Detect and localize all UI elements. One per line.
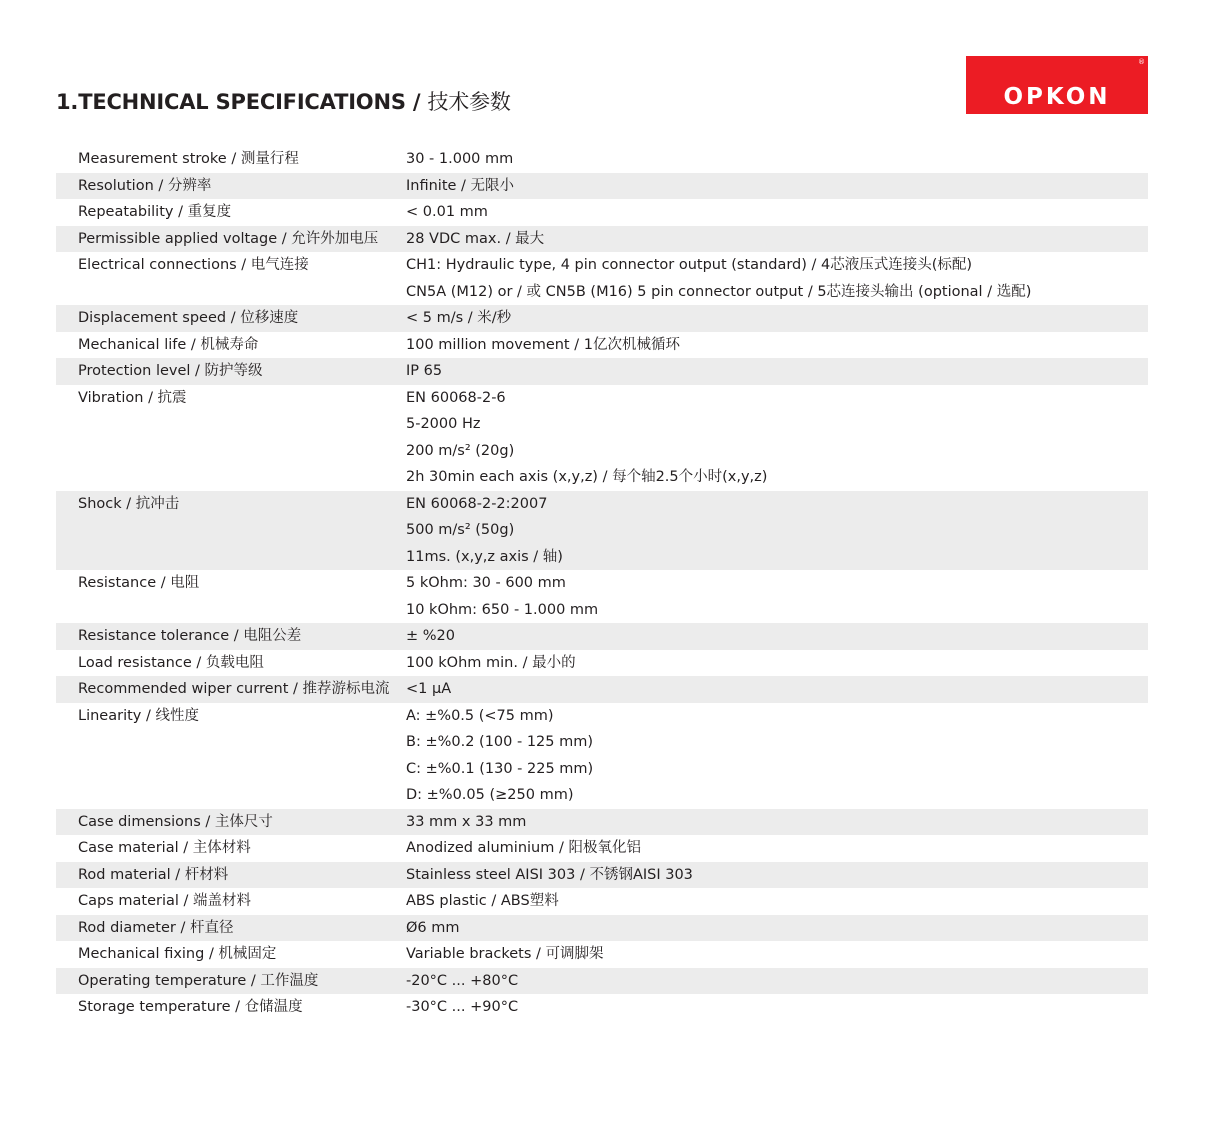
spec-row xyxy=(56,862,1148,889)
spec-row xyxy=(56,226,1148,253)
spec-value: 28 VDC max. / 最大 xyxy=(406,230,545,247)
spec-values xyxy=(406,888,1148,915)
spec-value: IP 65 xyxy=(406,363,443,379)
spec-label: Resistance / 电阻 xyxy=(78,575,200,591)
opkon-logo xyxy=(966,56,1148,114)
spec-value: CH1: Hydraulic type, 4 pin connector output (standard) / 4芯液压式连接头(标配) xyxy=(406,257,973,273)
spec-row xyxy=(56,650,1148,677)
spec-label: Rod diameter / 杆直径 xyxy=(78,919,234,936)
spec-row xyxy=(56,358,1148,385)
spec-values xyxy=(406,385,1148,491)
spec-value: Ø6 mm xyxy=(406,919,460,936)
spec-label: Repeatability / 重复度 xyxy=(78,204,232,220)
spec-row xyxy=(56,888,1148,915)
spec-value: EN 60068-2-2:2007 xyxy=(406,495,548,512)
spec-values xyxy=(406,968,1148,995)
spec-label: Rod material / 杆材料 xyxy=(78,866,229,883)
spec-value: B: ±%0.2 (100 - 125 mm) xyxy=(406,734,594,750)
spec-value: ABS plastic / ABS塑料 xyxy=(406,893,559,909)
spec-value: 200 m/s² (20g) xyxy=(406,442,515,459)
spec-value: <1 μA xyxy=(406,681,452,697)
spec-row xyxy=(56,809,1148,836)
spec-row xyxy=(56,146,1148,173)
spec-value: 5 kOhm: 30 - 600 mm xyxy=(406,575,566,591)
spec-label: Shock / 抗冲击 xyxy=(78,495,180,512)
spec-value: 500 m/s² (50g) xyxy=(406,522,515,538)
spec-row xyxy=(56,199,1148,226)
spec-label: Mechanical fixing / 机械固定 xyxy=(78,946,277,962)
spec-label: Measurement stroke / 测量行程 xyxy=(78,151,299,167)
spec-label: Case material / 主体材料 xyxy=(78,840,251,856)
spec-row xyxy=(56,305,1148,332)
spec-label: Displacement speed / 位移速度 xyxy=(78,310,299,326)
spec-values xyxy=(406,915,1148,942)
spec-row xyxy=(56,835,1148,862)
spec-value: -20°C ... +80°C xyxy=(406,972,519,989)
spec-label: Permissible applied voltage / 允许外加电压 xyxy=(78,230,379,247)
spec-values xyxy=(406,305,1148,332)
spec-label: Mechanical life / 机械寿命 xyxy=(78,336,259,353)
spec-value: Infinite / 无限小 xyxy=(406,177,515,194)
spec-value: ± %20 xyxy=(406,628,455,644)
spec-row xyxy=(56,915,1148,942)
spec-value: A: ±%0.5 (<75 mm) xyxy=(406,707,554,724)
spec-values xyxy=(406,676,1148,703)
spec-value: D: ±%0.05 (≥250 mm) xyxy=(406,787,574,803)
spec-value: EN 60068-2-6 xyxy=(406,389,506,406)
spec-value: 10 kOhm: 650 - 1.000 mm xyxy=(406,601,599,618)
spec-row xyxy=(56,491,1148,571)
spec-label: Linearity / 线性度 xyxy=(78,707,199,724)
page-title-chinese: 技术参数 xyxy=(427,90,511,114)
spec-label: Recommended wiper current / 推荐游标电流 xyxy=(78,681,390,697)
spec-values xyxy=(406,226,1148,253)
spec-value: -30°C ... +90°C xyxy=(406,999,519,1015)
spec-values xyxy=(406,358,1148,385)
page-title-english: 1.TECHNICAL SPECIFICATIONS xyxy=(56,90,406,114)
spec-values xyxy=(406,862,1148,889)
spec-label: Electrical connections / 电气连接 xyxy=(78,257,309,273)
spec-values xyxy=(406,994,1148,1021)
page-title xyxy=(56,86,511,116)
spec-values xyxy=(406,941,1148,968)
spec-values xyxy=(406,491,1148,571)
spec-row xyxy=(56,332,1148,359)
spec-value: < 0.01 mm xyxy=(406,204,488,220)
spec-value: < 5 m/s / 米/秒 xyxy=(406,310,512,326)
spec-values xyxy=(406,809,1148,836)
spec-label: Resistance tolerance / 电阻公差 xyxy=(78,628,302,644)
spec-row xyxy=(56,676,1148,703)
spec-value: Variable brackets / 可调脚架 xyxy=(406,946,604,962)
spec-value: 100 million movement / 1亿次机械循环 xyxy=(406,336,680,353)
spec-values xyxy=(406,199,1148,226)
spec-value: Stainless steel AISI 303 / 不锈钢AISI 303 xyxy=(406,866,693,883)
spec-row xyxy=(56,941,1148,968)
spec-row xyxy=(56,623,1148,650)
spec-row xyxy=(56,570,1148,623)
spec-label: Load resistance / 负载电阻 xyxy=(78,654,264,671)
spec-values xyxy=(406,650,1148,677)
spec-value: 33 mm x 33 mm xyxy=(406,813,527,830)
spec-value: 30 - 1.000 mm xyxy=(406,151,514,167)
spec-row xyxy=(56,703,1148,809)
spec-values xyxy=(406,703,1148,809)
spec-row xyxy=(56,994,1148,1021)
spec-row xyxy=(56,173,1148,200)
spec-value: CN5A (M12) or / 或 CN5B (M16) 5 pin connector output / 5芯连接头输出 (optional / 选配) xyxy=(406,283,1032,300)
spec-row xyxy=(56,968,1148,995)
spec-value: C: ±%0.1 (130 - 225 mm) xyxy=(406,760,594,777)
opkon-logo-text: OPKON xyxy=(1003,84,1111,110)
page-title-separator: / xyxy=(405,90,428,114)
spec-values xyxy=(406,570,1148,623)
spec-value: 100 kOhm min. / 最小的 xyxy=(406,654,576,671)
spec-value: Anodized aluminium / 阳极氧化铝 xyxy=(406,840,641,856)
registered-trademark-mark: ® xyxy=(1138,58,1145,66)
spec-label: Storage temperature / 仓储温度 xyxy=(78,999,303,1015)
spec-label: Vibration / 抗震 xyxy=(78,389,187,406)
spec-label: Case dimensions / 主体尺寸 xyxy=(78,813,273,830)
spec-values xyxy=(406,173,1148,200)
spec-value: 11ms. (x,y,z axis / 轴) xyxy=(406,548,563,565)
spec-values xyxy=(406,332,1148,359)
spec-values xyxy=(406,252,1148,305)
spec-label: Caps material / 端盖材料 xyxy=(78,893,252,909)
specifications-table xyxy=(56,146,1148,1021)
spec-values xyxy=(406,146,1148,173)
spec-values xyxy=(406,835,1148,862)
spec-label: Operating temperature / 工作温度 xyxy=(78,972,319,989)
spec-value: 2h 30min each axis (x,y,z) / 每个轴2.5个小时(x,y,z) xyxy=(406,469,768,485)
spec-value: 5-2000 Hz xyxy=(406,416,481,432)
spec-label: Resolution / 分辨率 xyxy=(78,177,212,194)
spec-values xyxy=(406,623,1148,650)
spec-row xyxy=(56,252,1148,305)
spec-label: Protection level / 防护等级 xyxy=(78,363,263,379)
spec-row xyxy=(56,385,1148,491)
